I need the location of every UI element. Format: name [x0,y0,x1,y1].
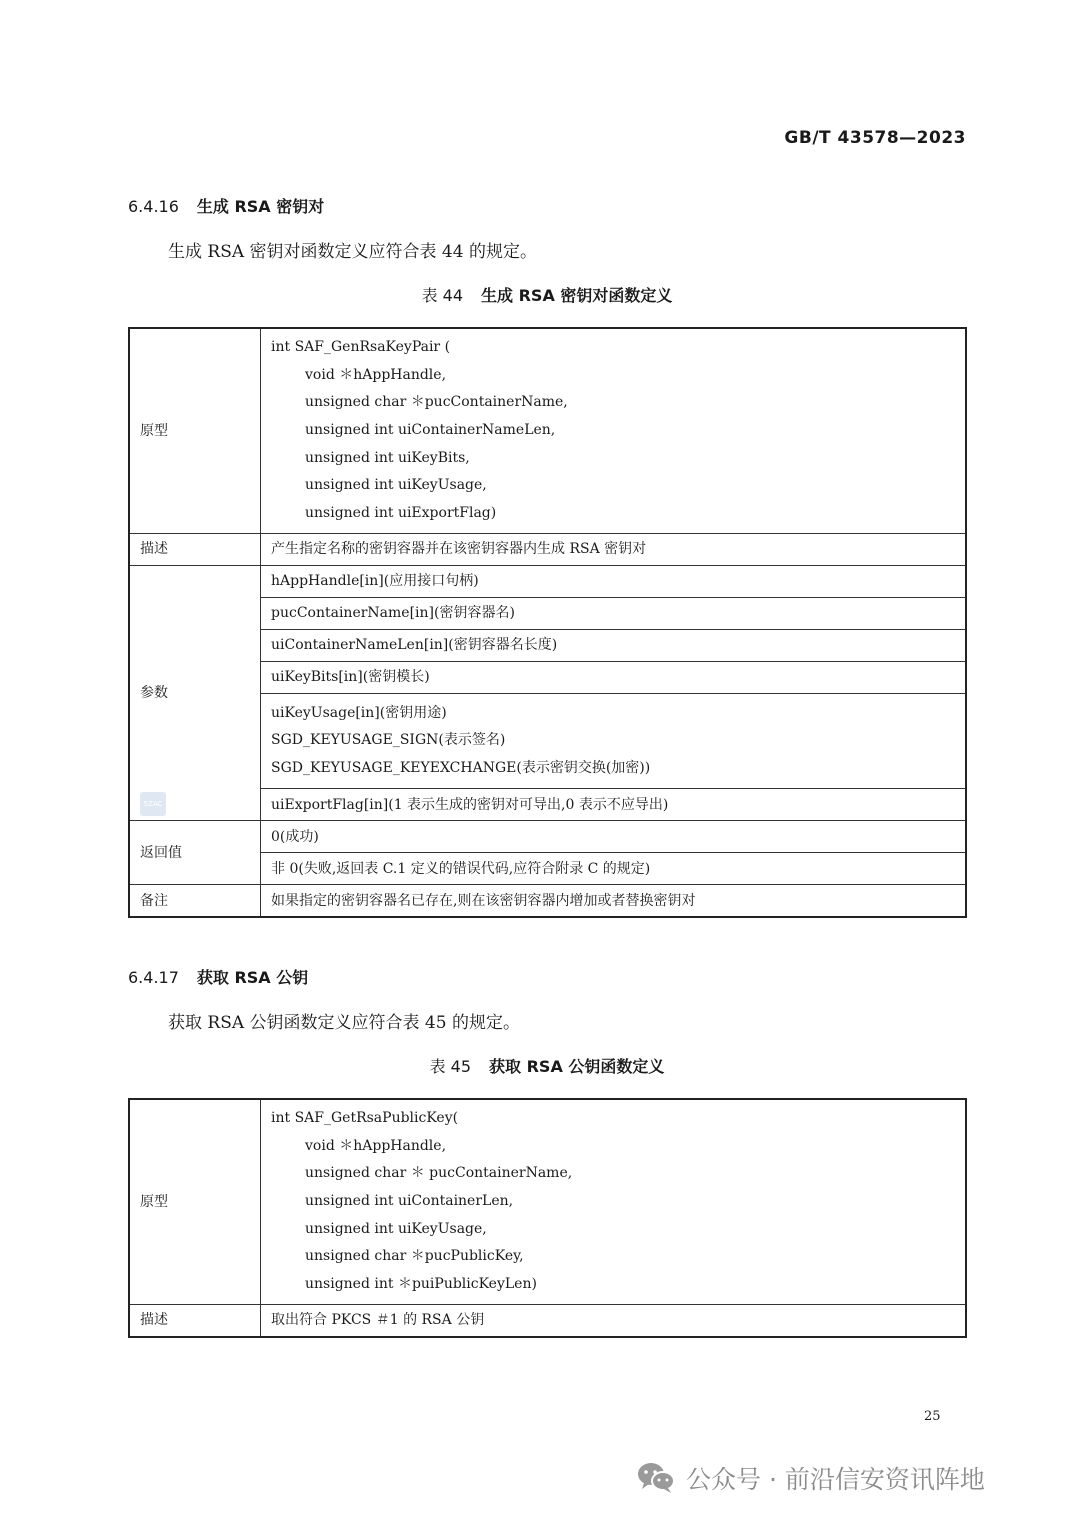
code-line: unsigned int uiContainerLen, [305,1193,514,1210]
label-description: 描述 [129,1304,261,1337]
code-line: int SAF_GenRsaKeyPair ( [271,339,451,355]
code-line: unsigned char ＊pucContainerName, [305,394,568,411]
page-number: 25 [924,1409,941,1424]
code-line: unsigned int uiExportFlag) [305,505,497,522]
param-line: SGD_KEYUSAGE_SIGN(表示签名) [271,732,506,749]
code-line: void ＊hAppHandle, [305,1137,447,1154]
description-cell: 产生指定名称的密钥容器并在该密钥容器内生成 RSA 密钥对 [261,533,967,565]
description-cell: 取出符合 PKCS ＃1 的 RSA 公钥 [261,1304,967,1337]
section-heading-6-4-16 [128,194,324,217]
prototype-cell [261,328,967,533]
label-prototype: 原型 [129,328,261,533]
table-number: 表 45 [429,1057,472,1076]
table-row [129,1304,966,1337]
table-row [129,533,966,565]
return-cell: 非 0(失败,返回表 C.1 定义的错误代码,应符合附录 C 的规定) [261,853,967,885]
table-title: 获取 RSA 公钥函数定义 [489,1057,665,1076]
table-title: 生成 RSA 密钥对函数定义 [481,286,673,305]
table-45-get-rsa-public-key [128,1098,967,1338]
table-row [129,1099,966,1304]
param-cell: uiExportFlag[in](1 表示生成的密钥对可导出,0 表示不应导出) [261,789,967,821]
label-note: 备注 [129,885,261,918]
code-line: unsigned int uiKeyUsage, [305,1220,487,1237]
code-line: unsigned int uiKeyUsage, [305,477,487,494]
code-line: void ＊hAppHandle, [305,366,447,383]
section-title: 生成 RSA 密钥对 [196,197,325,216]
code-line: unsigned int ＊puiPublicKeyLen) [305,1276,537,1293]
param-cell: uiContainerNameLen[in](密钥容器名长度) [261,629,967,661]
section-title: 获取 RSA 公钥 [196,968,309,987]
param-line: SGD_KEYUSAGE_KEYEXCHANGE(表示密钥交换(加密)) [271,759,651,776]
prototype-cell [261,1099,967,1304]
code-line: int SAF_GetRsaPublicKey( [271,1110,459,1126]
table-row [129,565,966,597]
param-line: uiKeyUsage[in](密钥用途) [271,704,447,721]
section-intro-paragraph: 生成 RSA 密钥对函数定义应符合表 44 的规定。 [168,242,537,262]
footer-text: 公众号 · 前沿信安资讯阵地 [686,1465,985,1494]
section-intro-paragraph: 获取 RSA 公钥函数定义应符合表 45 的规定。 [168,1013,520,1033]
label-return: 返回值 [129,821,261,885]
label-prototype: 原型 [129,1099,261,1304]
label-description: 描述 [129,533,261,565]
param-cell: pucContainerName[in](密钥容器名) [261,597,967,629]
standard-number: GB/T 43578—2023 [784,128,966,148]
section-number: 6.4.16 [128,197,179,216]
table-44-gen-rsa-keypair [128,327,967,918]
note-cell: 如果指定的密钥容器名已存在,则在该密钥容器内增加或者替换密钥对 [261,885,967,918]
section-number: 6.4.17 [128,968,179,987]
table-row [129,821,966,853]
table-caption-45 [128,1054,966,1077]
return-cell: 0(成功) [261,821,967,853]
param-cell-key-usage [261,693,967,789]
param-cell: hAppHandle[in](应用接口句柄) [261,565,967,597]
code-line: unsigned int uiContainerNameLen, [305,422,556,439]
code-line: unsigned int uiKeyBits, [305,449,470,466]
table-row [129,885,966,918]
code-line: unsigned char ＊ pucContainerName, [305,1165,573,1182]
param-cell: uiKeyBits[in](密钥模长) [261,661,967,693]
code-line: unsigned char ＊pucPublicKey, [305,1248,524,1265]
wechat-icon [636,1461,676,1495]
label-params: 参数 [129,565,261,821]
table-number: 表 44 [421,286,464,305]
stamp-logo: SZAC [140,792,166,816]
section-heading-6-4-17 [128,965,308,988]
wechat-footer [636,1460,985,1496]
table-row [129,328,966,533]
table-caption-44 [128,283,966,306]
